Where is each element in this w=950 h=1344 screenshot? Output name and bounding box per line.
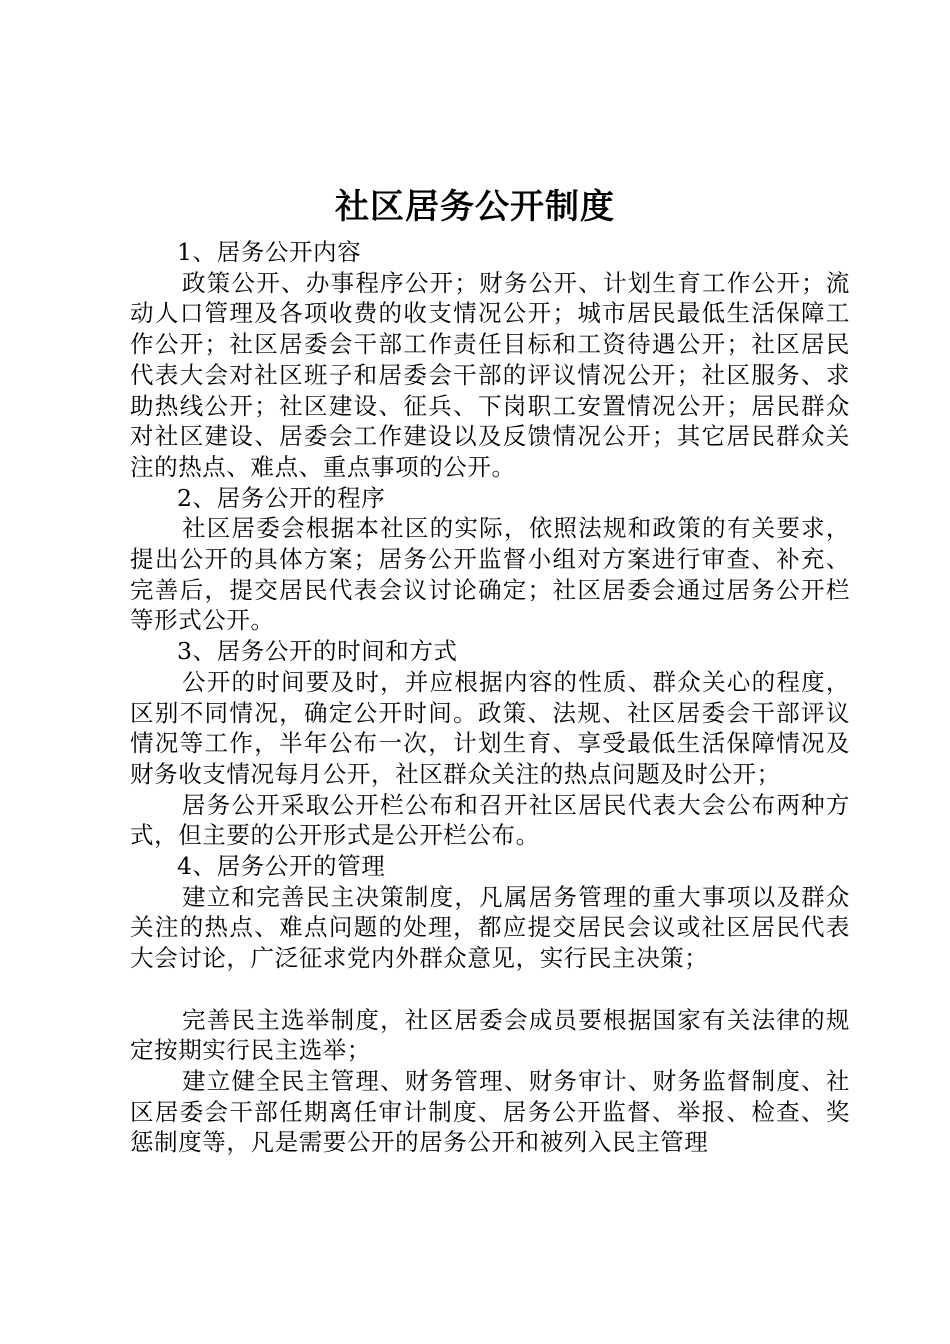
section-4-paragraph-3: 建立健全民主管理、财务管理、财务审计、财务监督制度、社区居委会干部任期离任审计制度、居务公开监督、举报、检查、奖惩制度等，凡是需要公开的居务公开和被列入民主管理 xyxy=(130,1066,850,1157)
section-3-paragraph-1: 公开的时间要及时，并应根据内容的性质、群众关心的程度，区别不同情况，确定公开时间。政策、法规、社区居委会干部评议情况等工作，半年公布一次，计划生育、享受最低生活保障情况及财务收支情况每月公开，社区群众关注的热点问题及时公开； xyxy=(130,667,850,788)
section-1-paragraph: 政策公开、办事程序公开；财务公开、计划生育工作公开；流动人口管理及各项收费的收支情况公开；城市居民最低生活保障工作公开；社区居委会干部工作责任目标和工资待遇公开；社区居民代表大会对社区班子和居委会干部的评议情况公开；社区服务、求助热线公开；社区建设、征兵、下岗职工安置情况公开；居民群众对社区建设、居委会工作建设以及反馈情况公开；其它居民群众关注的热点、难点、重点事项的公开。 xyxy=(130,268,850,481)
section-4-paragraph-2: 完善民主选举制度，社区居委会成员要根据国家有关法律的规定按期实行民主选举； xyxy=(130,1005,850,1065)
document-body xyxy=(130,237,850,1158)
document-title: 社区居务公开制度 xyxy=(335,187,615,227)
section-heading-2: 2、居务公开的程序 xyxy=(177,483,386,512)
section-heading-1: 1、居务公开内容 xyxy=(177,238,362,266)
section-heading-3: 3、居务公开的时间和方式 xyxy=(177,637,458,666)
section-2-paragraph: 社区居委会根据本社区的实际，依照法规和政策的有关要求，提出公开的具体方案；居务公开监督小组对方案进行审查、补充、完善后，提交居民代表会议讨论确定；社区居委会通过居务公开栏等形式公开。 xyxy=(130,514,850,635)
blank-line xyxy=(130,974,850,1005)
section-3-paragraph-2: 居务公开采取公开栏公布和召开社区居民代表大会公布两种方式，但主要的公开形式是公开栏公布。 xyxy=(130,790,850,850)
section-4-paragraph-1: 建立和完善民主决策制度，凡属居务管理的重大事项以及群众关注的热点、难点问题的处理，都应提交居民会议或社区居民代表大会讨论，广泛征求党内外群众意见，实行民主决策； xyxy=(130,882,850,973)
section-heading-4: 4、居务公开的管理 xyxy=(177,852,386,881)
